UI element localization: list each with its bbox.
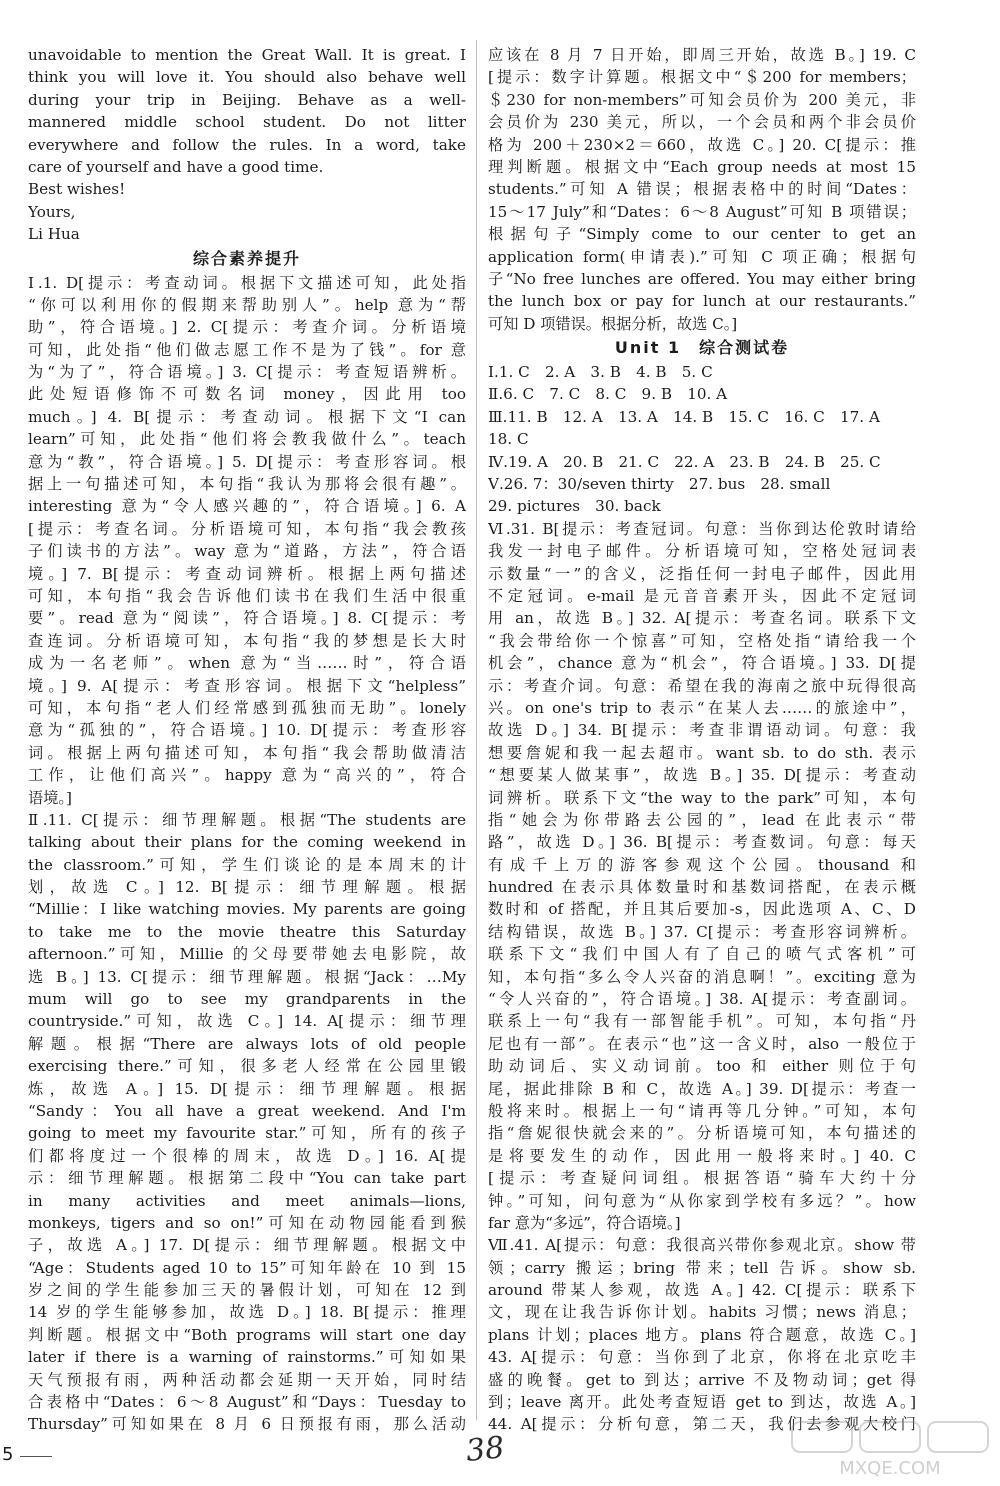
answer-line: 可知 D 项错误。根据分析，故选 C。] bbox=[488, 314, 738, 333]
page-number: 5 bbox=[2, 1444, 14, 1465]
answer-line: 联系下文“我们中国人有了自己的喷气式客机”可 bbox=[488, 945, 916, 964]
unit-heading: Unit 1 综合测试卷 bbox=[614, 338, 790, 358]
answer-line: 想要詹妮和我一起去超市。want sb. to do sth. 表示 bbox=[488, 743, 916, 762]
answer-key-row: Ⅱ.6. C 7. C 8. C 9. B 10. A bbox=[488, 385, 728, 404]
answer-line: 有成千上万的游客参观这个公园。thousand 和 bbox=[488, 855, 916, 874]
answer-key-row: Ⅲ.11. B 12. A 13. A 14. B 15. C 16. C 17. A bbox=[488, 407, 880, 426]
answer-line: 据上一句描述可知，本句指“我认为那将会很有趣”。 bbox=[28, 475, 466, 494]
answer-line: 岁之间的学生能参加三天的暑假计划，可知在 12 到 bbox=[28, 1281, 466, 1300]
answer-line: 是将要发生的动作，因此用一般将来时。] 40. C bbox=[488, 1146, 916, 1165]
answer-line: 结构错误，故选 B。] 37. C[提示：考查形容词辨析。 bbox=[488, 922, 916, 941]
letter-line: care of yourself and have a good time. bbox=[28, 157, 324, 176]
answer-line: exercising there.”可知，很多老人经常在公园里锻 bbox=[28, 1057, 466, 1076]
letter-signoff: Yours, bbox=[28, 202, 76, 221]
answer-line: 境。] 9. A[提示：考查形容词。根据下文“helpless” bbox=[28, 676, 466, 695]
answer-line: 天气预报有雨，两种活动都会延期一天开始，同时结 bbox=[28, 1370, 466, 1389]
answer-line: Ⅶ.41. A[提示：句意：我很高兴带你参观北京。show 带 bbox=[488, 1236, 916, 1255]
answer-line: “想要某人做某事”，故选 B。] 35. D[提示：考查动 bbox=[488, 766, 916, 785]
answer-line: 尼也有一部”。在表示“也”这一含义时，also 一般位于 bbox=[488, 1034, 916, 1053]
answer-line: plans 计划；places 地方。plans 符合题意，故选 C。] bbox=[488, 1325, 916, 1344]
watermark-text: MXQE.COM bbox=[839, 1458, 941, 1479]
answer-line: 可知，此处指“他们做志愿工作不是为了钱”。for 意 bbox=[28, 340, 466, 359]
answer-line: 我发一封电子邮件。分析语境可知，空格处冠词表 bbox=[488, 542, 916, 561]
answer-line: 应该在 8 月 7 日开始，即周三开始，故选 B。] 19. C bbox=[488, 46, 916, 64]
answer-line: 指“她会为你带路去公园的”，lead 在此表示“带 bbox=[488, 810, 916, 829]
answer-line: Ⅵ.31. B[提示：考查冠词。句意：当你到达伦敦时请给 bbox=[488, 519, 916, 538]
answer-line: 43. A[提示：句意：当你到了北京，你将在北京吃丰 bbox=[488, 1348, 916, 1367]
answer-line: 指“詹妮很快就会来的”。分析语境可知，本句描述的 bbox=[488, 1124, 916, 1143]
letter-line: everywhere and follow the rules. In a word, take bbox=[28, 135, 466, 154]
answer-line: 般将来时。根据上一句“请再等几分钟。”可知，本句 bbox=[488, 1101, 916, 1120]
answer-line: 不定冠词。e-mail 是元音音素开头，因此不定冠词 bbox=[488, 586, 916, 605]
right-column bbox=[488, 44, 916, 1436]
answer-line: 语境。] bbox=[28, 788, 72, 807]
answer-line: [提示：数字计算题。根据文中“＄200 for members； bbox=[488, 68, 916, 87]
answer-key-row: Ⅳ.19. A 20. B 21. C 22. A 23. B 24. B 25. C bbox=[488, 452, 881, 471]
answer-line: 境。] 7. B[提示：考查动词辨析。根据上两句描述 bbox=[28, 564, 466, 583]
answer-line: 合表格中“Dates：6～8 August”和“Days：Tuesday to bbox=[28, 1393, 466, 1412]
answer-line: 示：考查介词。句意：希望在我的海南之旅中玩得很高 bbox=[488, 676, 916, 695]
answer-line: 盛的晚餐。get to 到达；arrive 不及物动词；get 得 bbox=[488, 1370, 916, 1389]
answer-line: later if there is a warning of rainstorms.”可知如果 bbox=[28, 1348, 466, 1367]
answer-line: “Millie：I like watching movies. My parents are going bbox=[28, 900, 466, 919]
answer-line: [提示：考查疑问词组。根据答语“骑车大约十分 bbox=[488, 1169, 916, 1188]
answer-line: 成为一名老师”。when 意为“当……时”，符合语 bbox=[28, 654, 466, 673]
answer-line: 44. A[提示：分析句意，第二天，我们去参观大校门 bbox=[488, 1415, 916, 1434]
answer-line: 联系上一句“我有一部智能手机”。可知，本句指“丹 bbox=[488, 1012, 916, 1031]
answer-line: 知，本句指“多么令人兴奋的消息啊！”。exciting 意为 bbox=[488, 967, 916, 986]
answer-line: 路”，故选 D。] 36. B[提示：考查数词。句意：每天 bbox=[488, 833, 916, 852]
answer-line: talking about their plans for the coming weekend in bbox=[28, 833, 466, 852]
section-heading: 综合素养提升 bbox=[192, 248, 301, 268]
answer-line: 子，故选 A。] 17. D[提示：细节理解题。根据文中 bbox=[28, 1236, 466, 1255]
letter-line: think you will love it. You should also behave well bbox=[28, 68, 466, 87]
answer-line: 解题。根据“There are always lots of old people bbox=[28, 1034, 466, 1053]
answer-line: 为“为了”，符合语境。] 3. C[提示：考查短语辨析。 bbox=[28, 363, 466, 382]
answer-line: 格为 200＋230×2＝660，故选 C。] 20. C[提示：推 bbox=[488, 135, 916, 154]
answer-line: 会员价为 230 美元，所以，一个会员和两个非会员价 bbox=[488, 113, 916, 132]
letter-signoff: Li Hua bbox=[28, 225, 80, 244]
answer-line: 根据句子“Simply come to our center to get an bbox=[488, 225, 916, 244]
answer-line: 子“No free lunches are offered. You may either bring bbox=[488, 269, 916, 288]
answer-line: [提示：考查名词。分析语境可知，本句指“我会教孩 bbox=[28, 519, 466, 538]
answer-line: countryside.”可知，故选 C。] 14. A[提示：细节理 bbox=[28, 1012, 466, 1031]
answer-line: 选 B。] 13. C[提示：细节理解题。根据“Jack：…My bbox=[28, 967, 466, 986]
answer-line: 助”，符合语境。] 2. C[提示：考查介词。分析语境 bbox=[28, 318, 466, 337]
answer-line: 机会”，chance 意为“机会”，符合语境。] 33. D[提 bbox=[488, 654, 916, 673]
answer-line: 可知，本句指“我会告诉他们读书在我们生活中很重 bbox=[28, 586, 466, 605]
answer-line: ＄230 for non-members”可知会员价为 200 美元，非 bbox=[488, 90, 916, 109]
answer-line: interesting 意为“令人感兴趣的”，符合语境。] 6. A bbox=[28, 497, 466, 516]
answer-line: 工作，让他们高兴”。happy 意为“高兴的”，符合 bbox=[28, 766, 466, 785]
answer-line: afternoon.”可知，Millie 的父母要带她去电影院，故 bbox=[28, 945, 466, 964]
answer-line: 词。根据上两句描述可知，本句指“我会帮助做清洁 bbox=[28, 743, 466, 762]
answer-line: students.”可知 A 错误；根据表格中的时间“Dates： bbox=[488, 180, 916, 199]
answer-line: 此处短语修饰不可数名词 money，因此用 too bbox=[28, 385, 466, 404]
answer-line: 判断题。根据文中“Both programs will start one day bbox=[28, 1325, 466, 1344]
answer-line: 可知，本句指“老人们经常感到孤独而无助”。lonely bbox=[28, 698, 466, 717]
answer-line: 划，故选 C。] 12. B[提示：细节理解题。根据 bbox=[28, 878, 466, 897]
answer-key-row: Ⅰ.1. C 2. A 3. B 4. B 5. C bbox=[488, 363, 713, 382]
answer-line: going to meet my favourite star.”可知，所有的孩子 bbox=[28, 1124, 466, 1143]
answer-line: 故选 D。] 34. B[提示：考查非谓语动词。句意：我 bbox=[488, 721, 916, 740]
answer-line: 查连词。分析语境可知，本句指“我的梦想是长大时 bbox=[28, 631, 466, 650]
answer-line: 15～17 July”和“Dates：6～8 August”可知 B 项错误； bbox=[488, 202, 916, 221]
answer-line: 领；carry 搬运；bring 带来；tell 告诉。show sb. bbox=[488, 1258, 916, 1277]
answer-line: 助动词后、实义动词前。too 和 either 则位于句 bbox=[488, 1057, 916, 1076]
letter-line: mannered middle school student. Do not litter bbox=[28, 113, 466, 132]
answer-line: 炼，故选 A。] 15. D[提示：细节理解题。根据 bbox=[28, 1079, 466, 1098]
answer-line: learn”可知，此处指“他们将会教我做什么”。teach bbox=[28, 430, 466, 449]
answer-line: 意为“孤独的”，符合语境。] 10. D[提示：考查形容 bbox=[28, 721, 466, 740]
answer-line: 尾，据此排除 B 和 C，故选 A。] 39. D[提示：考查一 bbox=[488, 1079, 916, 1098]
answer-line: “你可以利用你的假期来帮助别人”。help 意为“帮 bbox=[28, 295, 466, 314]
letter-line: during your trip in Beijing. Behave as a well- bbox=[28, 90, 466, 109]
answer-line: 到；leave 离开。此处考查短语 get to 到达，故选 A。] bbox=[488, 1393, 916, 1412]
answer-line: monkeys, tigers and so on!”可知在动物园能看到猴 bbox=[28, 1213, 466, 1232]
answer-line: 兴。on one's trip to 表示“在某人去……的旅途中”， bbox=[488, 698, 916, 717]
answer-line: around 带某人参观，故选 A。] 42. C[提示：联系下 bbox=[488, 1281, 916, 1300]
answer-line: 示：细节理解题。根据第二段中“You can take part bbox=[28, 1169, 466, 1188]
answer-line: the classroom.”可知，学生们谈论的是本周末的计 bbox=[28, 855, 466, 874]
watermark-logo bbox=[790, 1420, 990, 1480]
answer-line: 示数量“一”的含义，泛指任何一封电子邮件，因此用 bbox=[488, 564, 916, 583]
answer-line: Ⅱ.11. C[提示：细节理解题。根据“The students are bbox=[28, 810, 466, 829]
answer-line: “Age：Students aged 10 to 15”可知年龄在 10 到 15 bbox=[28, 1258, 466, 1277]
answer-line: 文，现在让我告诉你计划。habits 习惯；news 消息； bbox=[488, 1303, 916, 1322]
answer-key-row: 18. C bbox=[488, 430, 529, 449]
answer-key-row: 29. pictures 30. back bbox=[488, 497, 661, 516]
answer-line: 子们读书的方法”。way 意为“道路，方法”，符合语 bbox=[28, 542, 466, 561]
answer-line: 意为“教”，符合语境。] 5. D[提示：考查形容词。根 bbox=[28, 452, 466, 471]
column-divider bbox=[476, 40, 477, 1420]
letter-signoff: Best wishes! bbox=[28, 180, 126, 199]
answer-line: in many activities and meet animals—lions, bbox=[28, 1191, 466, 1210]
answer-line: 词辨析。联系下文“the way to the park”可知，本句 bbox=[488, 788, 916, 807]
left-column bbox=[28, 44, 466, 1436]
answer-line: “我会带给你一个惊喜”可知，空格处指“请给我一个 bbox=[488, 631, 916, 650]
answer-line: 们都将度过一个很棒的周末，故选 D。] 16. A[提 bbox=[28, 1146, 466, 1165]
handwritten-page-mark: 38 bbox=[464, 1430, 506, 1469]
answer-line: 数时和 of 搭配，并且其后要加-s，因此选项 A、C、D bbox=[488, 900, 916, 919]
page-number-rule bbox=[20, 1456, 52, 1457]
answer-line: “Sandy：You all have a great weekend. And I'm bbox=[28, 1101, 466, 1120]
answer-line: to take me to the movie theatre this Saturday bbox=[28, 922, 466, 941]
answer-line: hundred 在表示具体数量时和基数词搭配，在表示概 bbox=[488, 878, 916, 897]
answer-line: far 意为“多远”，符合语境。] bbox=[488, 1213, 681, 1232]
answer-line: mum will go to see my grandparents in the bbox=[28, 990, 466, 1009]
answer-line: Ⅰ.1. D[提示：考查动词。根据下文描述可知，此处指 bbox=[28, 273, 466, 292]
answer-line: the lunch box or pay for lunch at our restaurants.” bbox=[488, 292, 916, 311]
letter-line: unavoidable to mention the Great Wall. It is great. I bbox=[28, 46, 466, 64]
answer-line: Thursday”可知如果在 8 月 6 日预报有雨，那么活动 bbox=[28, 1415, 466, 1434]
answer-line: 用 an，故选 B。] 32. A[提示：考查名词。联系下文 bbox=[488, 609, 916, 628]
answer-line: 要”。read 意为“阅读”，符合语境。] 8. C[提示：考 bbox=[28, 609, 466, 628]
answer-line: much。] 4. B[提示：考查动词。根据下文“I can bbox=[28, 407, 466, 426]
answer-line: 理判断题。根据文中“Each group needs at most 15 bbox=[488, 157, 916, 176]
answer-line: 钟。”可知，问句意为“从你家到学校有多远？”。how bbox=[488, 1191, 916, 1210]
answer-line: “令人兴奋的”，符合语境。] 38. A[提示：考查副词。 bbox=[488, 990, 916, 1009]
answer-key-row: Ⅴ.26. 7：30/seven thirty 27. bus 28. small bbox=[488, 475, 831, 494]
answer-line: 14 岁的学生能够参加，故选 D。] 18. B[提示：推理 bbox=[28, 1303, 466, 1322]
answer-line: application form(申请表).”可知 C 项正确；根据句 bbox=[488, 247, 916, 266]
